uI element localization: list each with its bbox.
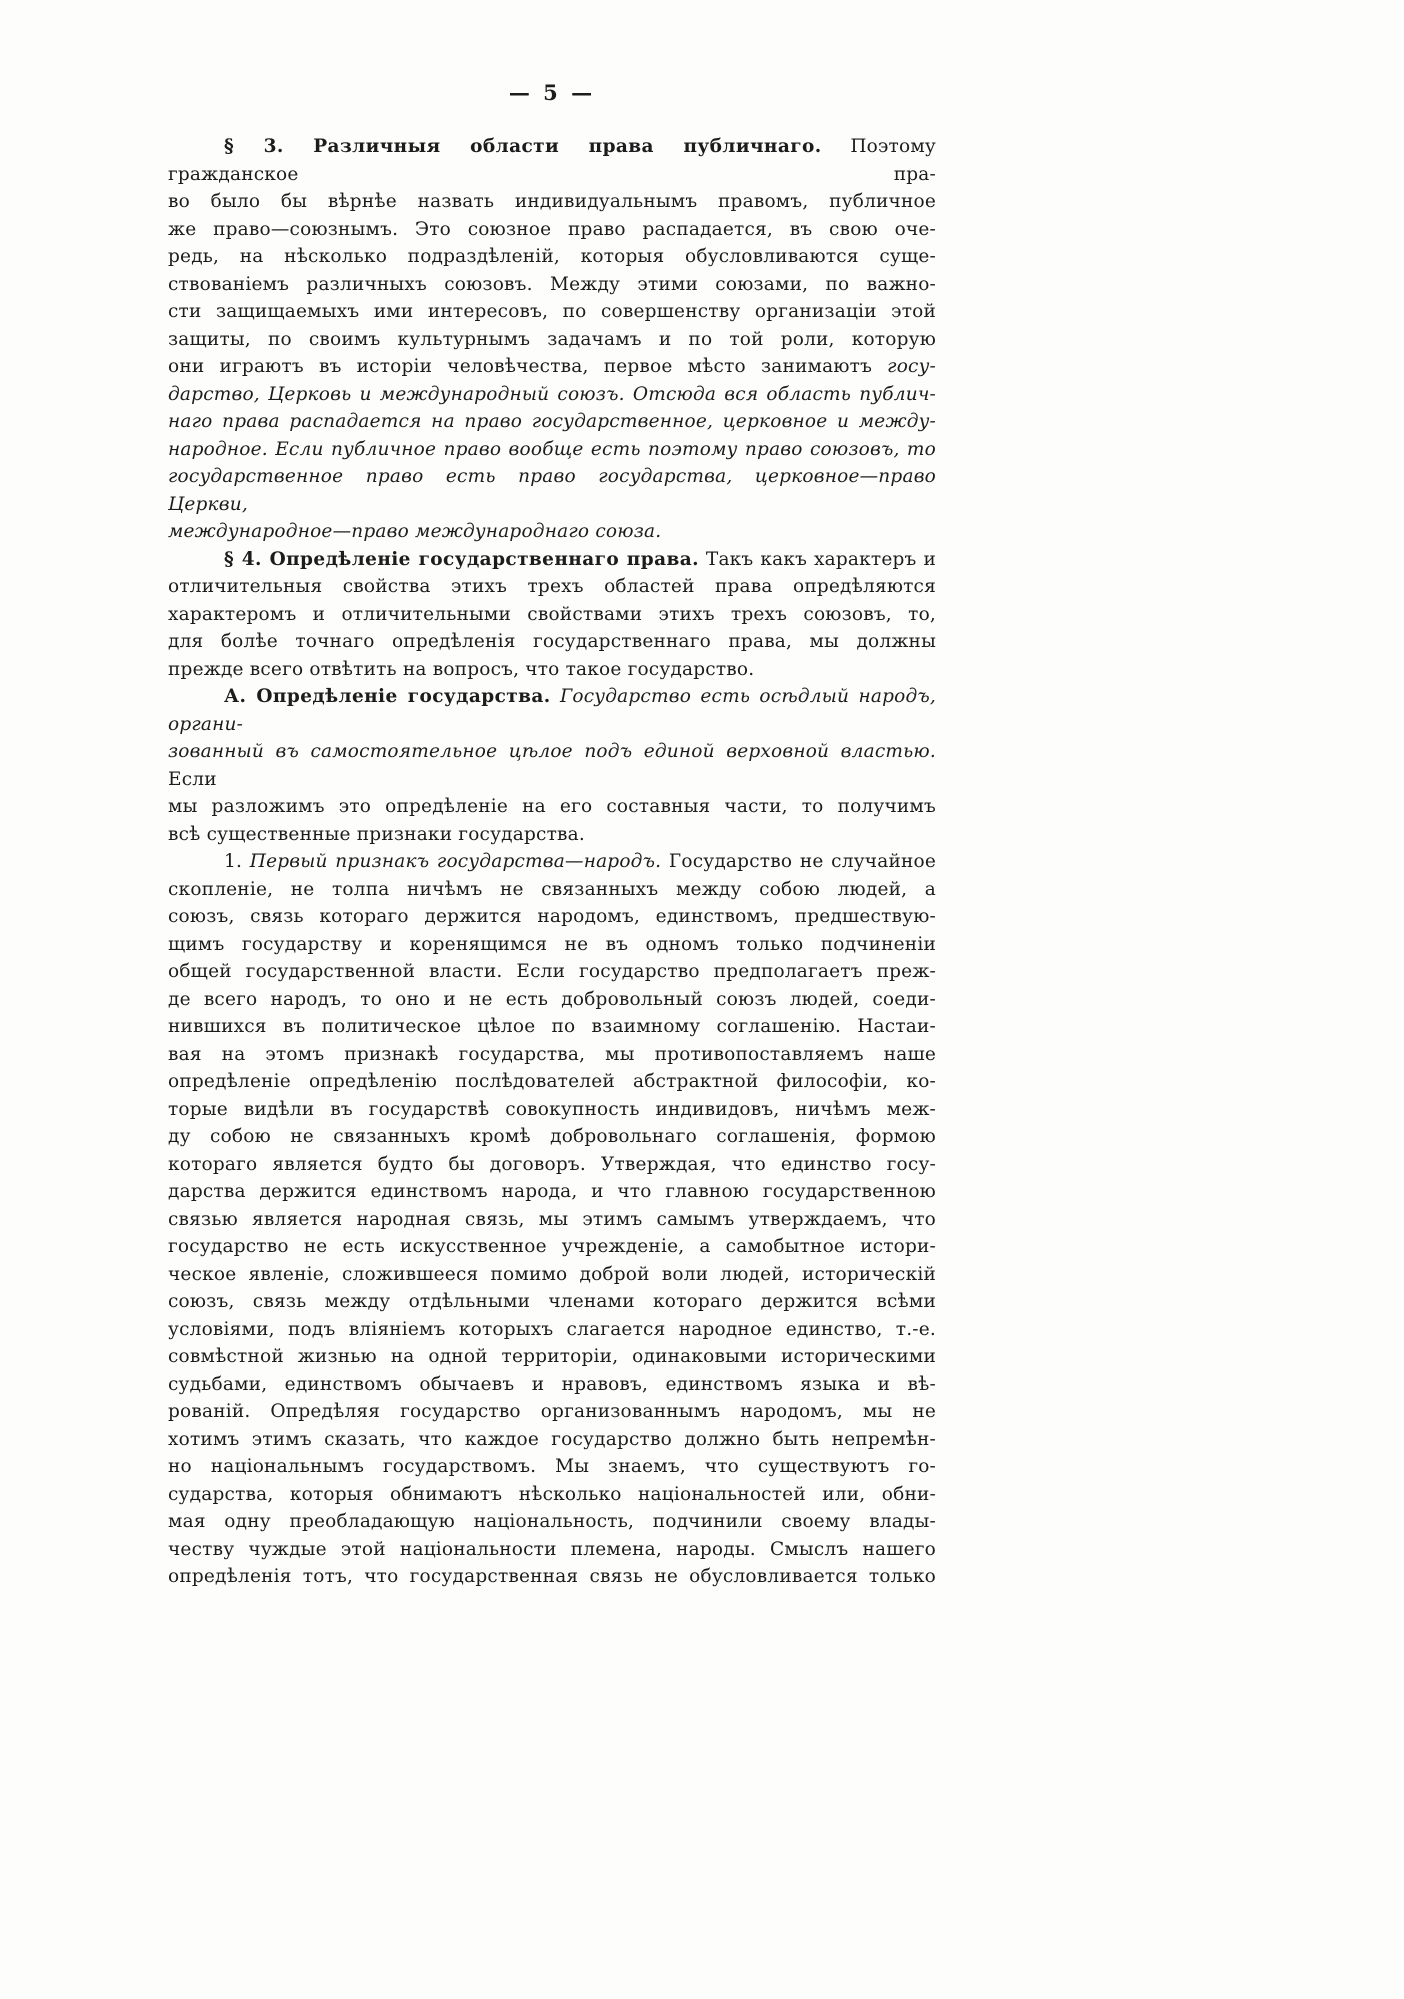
text-segment-normal: судьбами, единствомъ обычаевъ и нравовъ, единствомъ языка и вѣ- bbox=[168, 1373, 936, 1395]
text-segment-normal: всѣ существенные признаки государства. bbox=[168, 823, 585, 845]
text-line bbox=[168, 986, 936, 1014]
text-line bbox=[168, 628, 936, 656]
text-segment-normal: совмѣстной жизнью на одной территоріи, одинаковыми историческими bbox=[168, 1346, 936, 1367]
text-segment-normal: опредѣленіе опредѣленію послѣдователей абстрактной философіи, ко- bbox=[168, 1071, 936, 1092]
text-line bbox=[168, 1288, 936, 1316]
text-segment-normal: государство не есть искусственное учрежденіе, а самобытное истори- bbox=[168, 1236, 936, 1257]
page-number: — 5 — bbox=[508, 80, 596, 105]
text-segment-normal: котораго является будто бы договоръ. Утверждая, что единство госу- bbox=[168, 1153, 936, 1175]
text-segment-italic: Первый признакъ государства—народъ. bbox=[249, 851, 662, 872]
text-segment-italic: народное. Если публичное право вообще есть поэтому право союзовъ, то bbox=[168, 438, 936, 460]
text-line bbox=[168, 381, 936, 409]
text-line bbox=[168, 1343, 936, 1371]
text-line bbox=[168, 1453, 936, 1481]
text-line bbox=[168, 656, 936, 684]
text-segment-normal: связью является народная связь, мы этимъ самымъ утверждаемъ, что bbox=[168, 1208, 936, 1230]
text-segment-normal: рованій. Опредѣляя государство организованнымъ народомъ, мы не bbox=[168, 1401, 936, 1422]
text-line bbox=[168, 518, 936, 546]
text-line bbox=[168, 133, 936, 188]
text-segment-normal: они играютъ въ исторіи человѣчества, первое мѣсто занимаютъ bbox=[168, 356, 888, 377]
text-segment-normal: Если bbox=[168, 768, 217, 790]
text-segment-normal: отличительныя свойства этихъ трехъ областей права опредѣляются bbox=[168, 576, 936, 597]
text-segment-italic: дарство, Церковь и международный союзъ. Отсюда вся область публич- bbox=[168, 383, 936, 405]
text-segment-normal: ческое явленіе, сложившееся помимо доброй воли людей, историческій bbox=[168, 1263, 936, 1285]
text-segment-italic: международное—право международнаго союза. bbox=[168, 521, 662, 542]
text-segment-italic: государственное право есть право государства, церковное—право Церкви, bbox=[168, 466, 936, 515]
text-segment-normal: же право—союзнымъ. Это союзное право распадается, въ свою оче- bbox=[168, 218, 936, 240]
text-segment-bold: § 4. Опредѣленіе государственнаго права. bbox=[224, 548, 699, 570]
text-segment-normal: но національнымъ государствомъ. Мы знаемъ, что существуютъ го- bbox=[168, 1456, 936, 1477]
text-segment-normal: скопленіе, не толпа ничѣмъ не связанныхъ между собою людей, а bbox=[168, 878, 936, 900]
text-line bbox=[168, 1151, 936, 1179]
text-segment-normal: нившихся въ политическое цѣлое по взаимному соглашенію. Настаи- bbox=[168, 1016, 936, 1037]
text-block bbox=[168, 133, 936, 1591]
text-line bbox=[168, 1371, 936, 1399]
paragraph-section-3 bbox=[168, 133, 936, 546]
text-line bbox=[168, 601, 936, 629]
text-line bbox=[168, 876, 936, 904]
text-segment-normal: Такъ какъ характеръ и bbox=[698, 548, 936, 570]
text-line bbox=[168, 408, 936, 436]
text-segment-normal: условіями, подъ вліяніемъ которыхъ слагается народное единство, т.-е. bbox=[168, 1318, 936, 1340]
text-line bbox=[168, 298, 936, 326]
text-line bbox=[168, 793, 936, 821]
text-line bbox=[168, 573, 936, 601]
text-line bbox=[168, 848, 936, 876]
text-segment-normal: союзъ, связь котораго держится народомъ, единствомъ, предшествую- bbox=[168, 906, 936, 927]
text-line bbox=[168, 463, 936, 518]
text-line bbox=[168, 1261, 936, 1289]
text-line bbox=[168, 1398, 936, 1426]
text-segment-normal: щимъ государству и коренящимся не въ одномъ только подчиненіи bbox=[168, 933, 936, 955]
text-segment-normal: честву чуждые этой національности племена, народы. Смыслъ нашего bbox=[168, 1538, 936, 1560]
text-segment-normal: сти защищаемыхъ ими интересовъ, по совершенству организаціи этой bbox=[168, 301, 936, 322]
text-segment-normal: Государство не случайное bbox=[661, 851, 936, 872]
text-line bbox=[168, 271, 936, 299]
text-segment-normal: характеромъ и отличительными свойствами этихъ трехъ союзовъ, то, bbox=[168, 603, 936, 625]
paragraph-definition-a bbox=[168, 683, 936, 848]
text-line bbox=[168, 353, 936, 381]
text-segment-normal: прежде всего отвѣтить на вопросъ, что такое государство. bbox=[168, 658, 755, 680]
text-segment-normal: торые видѣли въ государствѣ совокупность индивидовъ, ничѣмъ меж- bbox=[168, 1098, 936, 1120]
text-line bbox=[168, 1041, 936, 1069]
text-line bbox=[168, 546, 936, 574]
text-line bbox=[168, 1481, 936, 1509]
text-line bbox=[168, 1536, 936, 1564]
text-segment-normal: ствованіемъ различныхъ союзовъ. Между этими союзами, по важно- bbox=[168, 273, 936, 295]
text-segment-normal: мая одну преобладающую національность, подчинили своему влады- bbox=[168, 1511, 936, 1532]
text-segment-bold: § 3. Различныя области права публичнаго. bbox=[224, 136, 822, 157]
text-line bbox=[168, 1013, 936, 1041]
text-line bbox=[168, 326, 936, 354]
text-segment-normal: хотимъ этимъ сказать, что каждое государство должно быть непремѣн- bbox=[168, 1428, 936, 1450]
text-segment-normal: для болѣе точнаго опредѣленія государственнаго права, мы должны bbox=[168, 631, 936, 652]
text-line bbox=[168, 1316, 936, 1344]
text-segment-normal: союзъ, связь между отдѣльными членами котораго держится всѣми bbox=[168, 1291, 936, 1312]
text-segment-normal: опредѣленія тотъ, что государственная связь не обусловливается только bbox=[168, 1566, 936, 1587]
text-line bbox=[168, 1426, 936, 1454]
paragraph-section-4 bbox=[168, 546, 936, 684]
text-segment-italic: зованный въ самостоятельное цѣлое подъ единой верховной властью. bbox=[168, 741, 936, 762]
text-line bbox=[168, 1206, 936, 1234]
paragraph-feature-1 bbox=[168, 848, 936, 1591]
text-segment-normal: де всего народъ, то оно и не есть добровольный союзъ людей, соеди- bbox=[168, 988, 936, 1010]
text-segment-italic: наго права распадается на право государственное, церковное и между- bbox=[168, 411, 936, 432]
text-line bbox=[168, 1233, 936, 1261]
text-line bbox=[168, 931, 936, 959]
text-line bbox=[168, 1178, 936, 1206]
book-page bbox=[168, 80, 936, 1591]
text-segment-normal: сударства, которыя обнимаютъ нѣсколько національностей или, обни- bbox=[168, 1483, 936, 1505]
text-segment-normal: мы разложимъ это опредѣленіе на его составныя части, то получимъ bbox=[168, 796, 936, 817]
text-segment-normal: 1. bbox=[224, 851, 250, 872]
text-segment-normal: ду собою не связанныхъ кромѣ добровольнаго соглашенія, формою bbox=[168, 1126, 936, 1147]
text-segment-normal: дарства держится единствомъ народа, и что главною государственною bbox=[168, 1181, 936, 1202]
text-segment-italic: Государство есть осѣдлый народъ, органи- bbox=[168, 686, 937, 735]
text-line bbox=[168, 1068, 936, 1096]
text-line bbox=[168, 821, 936, 849]
text-line bbox=[168, 216, 936, 244]
text-segment-normal: общей государственной власти. Если государство предполагаетъ преж- bbox=[168, 961, 936, 982]
text-line bbox=[168, 1563, 936, 1591]
text-line bbox=[168, 436, 936, 464]
text-segment-bold: А. Опредѣленіе государства. bbox=[224, 686, 551, 707]
text-segment-normal: вая на этомъ признакѣ государства, мы противопоставляемъ наше bbox=[168, 1043, 936, 1065]
text-line bbox=[168, 188, 936, 216]
text-line bbox=[168, 683, 936, 738]
text-line bbox=[168, 958, 936, 986]
text-segment-normal: Поэтому гражданское пра- bbox=[168, 136, 936, 185]
text-line bbox=[168, 1508, 936, 1536]
text-line bbox=[168, 738, 936, 793]
text-line bbox=[168, 1096, 936, 1124]
text-segment-normal: защиты, по своимъ культурнымъ задачамъ и по той роли, которую bbox=[168, 328, 936, 350]
text-segment-normal: во было бы вѣрнѣе назвать индивидуальнымъ правомъ, публичное bbox=[168, 191, 936, 212]
text-segment-normal: редь, на нѣсколько подраздѣленій, которыя обусловливаются суще- bbox=[168, 246, 936, 267]
text-segment-italic: госу- bbox=[887, 356, 936, 377]
text-line bbox=[168, 903, 936, 931]
text-line bbox=[168, 243, 936, 271]
text-line bbox=[168, 1123, 936, 1151]
